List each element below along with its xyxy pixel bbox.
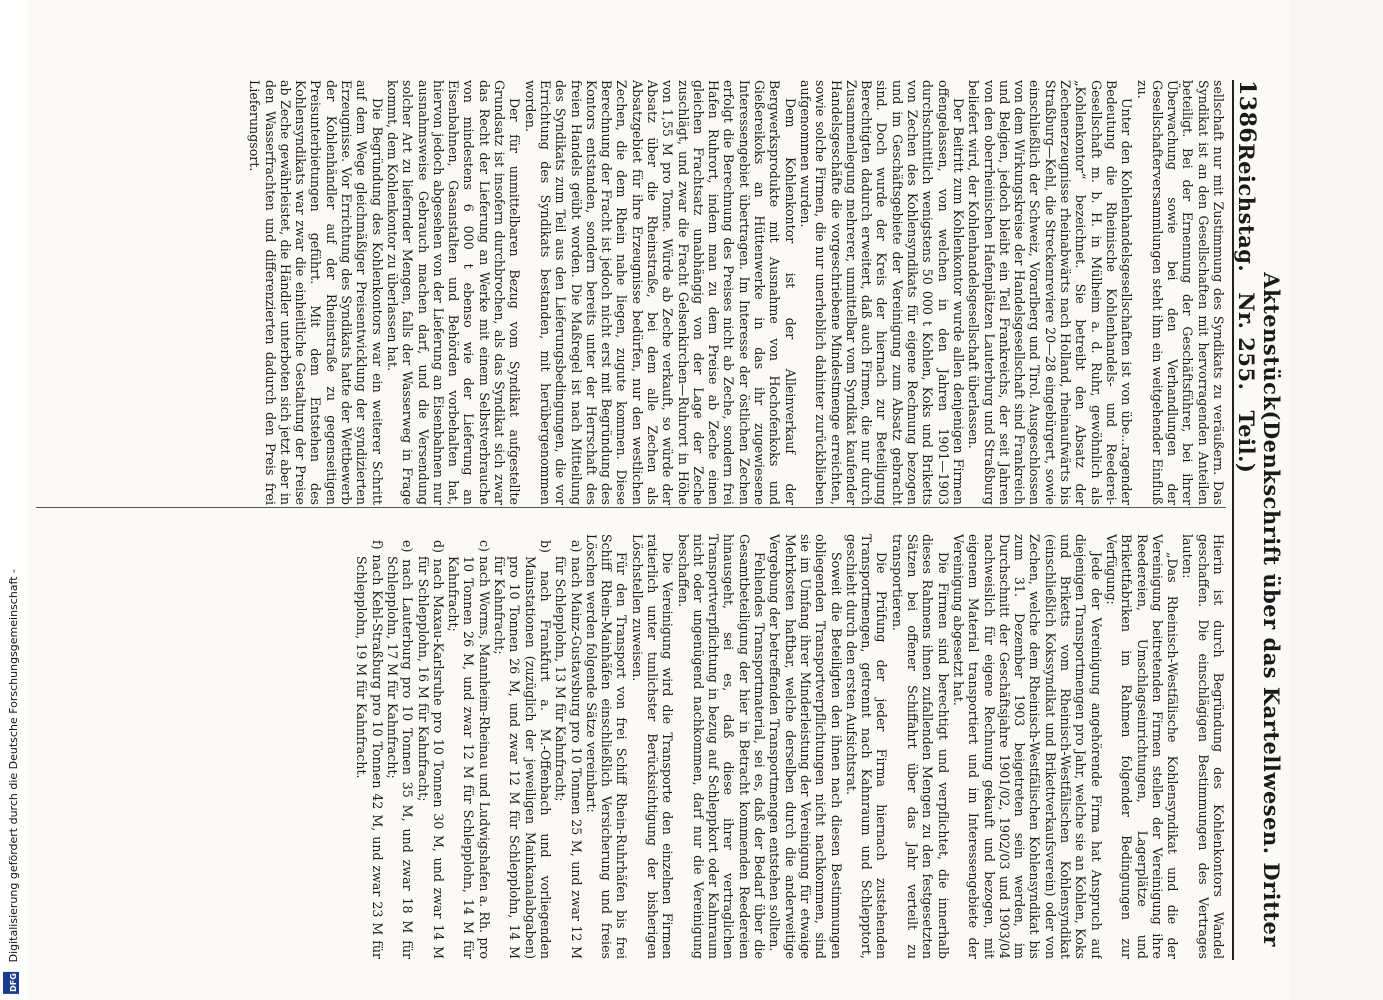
digitization-credit-strip [0, 0, 28, 1000]
rate-list-item: c) nach Worms, Mannheim-Rheinau und Ludwigshafen a. Rh. pro 10 Tonnen 26 M, und zwar 12 M für Schlepplohn, 14 M für Kahnfracht; [446, 540, 492, 959]
digitization-credit [3, 569, 20, 994]
header-subtitle: (Denkschrift über das Kartellwesen. Dritter Teil.) [1234, 410, 1284, 947]
dfg-logo-icon: DFG [3, 972, 19, 994]
page-header [1232, 80, 1284, 960]
right-paragraph: Jede der Vereinigung angehörende Firma hat Anspruch auf diejenigen Transportmengen pro Jahr, welche sie an Kohlen, Koks und Briketts vom Rheinisch-Westfälischen Kohlensyndikat (einschließlich Kokssyndikat und Brikettverkaufsverein) oder von Zechen, welche dem Rheinisch-Westfälischen Kohlensyndikat bis zum 31. Dezember 1903 beigetreten sein werden, im Durchschnitt der Geschäftsjahre 1901/02, 1902/03 und 1903/04 nachweislich für eigene Rechnung gekauft und bezogen, mit eigenem Material transportiert und im Interessengebiete der Vereinigung abgesetzt hat. [950, 534, 1104, 959]
left-paragraph: sellschaft nur mit Zustimmung des Syndikats zu veräußern. Das Syndikat ist an den Gesellschaften mit hervorragenden Anteilen beteiligt. Bei der Ernennung der Geschäftsführer, bei ihrer Überwachung sowie bei den Verhandlungen der Gesellschafterversammlungen steht ihm ein weitgehender Einfluß zu. [1134, 80, 1226, 505]
left-paragraph: Der Beitritt zum Kohlenkontor wurde allen denjenigen Firmen offengelassen, von welchen in den Jahren 1901—1903 durchschnittlich wenigstens 50 000 t Kohlen, Koks und Briketts von Zechen des Kohlensyndikats für eigene Rechnung bezogen und im Geschäftsgebiete der Vereinigung zum Absatz gebracht sind. Doch wurde der Kreis der hiernach zur Beteiligung Berechtigten dadurch erweitert, daß auch Firmen, die nur durch Zusammenlegung mehrerer, unmittelbar vom Syndikat kaufender Handelsgeschäfte die vorgeschriebene Mindestmenge erreichten, sowie solche Firmen, die nur unerheblich dahinter zurückblieben aufgenommen wurden. [797, 80, 966, 505]
rate-list-item: f) nach Kehl-Straßburg pro 10 Tonnen 42 M, und zwar 23 M für Schlepplohn, 19 M für Kahnfracht. [354, 540, 385, 959]
right-paragraph: Soweit die Beteiligten den ihnen nach diesen Bestimmungen obliegenden Transportverpflichtungen nicht nachkommen, sind sie im Umfang ihrer Minderleistung der Vereinigung für etwaige Mehrkosten haftbar, welche derselben durch die anderweitige Vergebung der betreffenden Transportmengen entstehen sollten. [767, 534, 844, 959]
column-divider [36, 507, 1226, 508]
right-text-column [31, 534, 1226, 959]
rate-list-item: d) nach Maxau-Karlsruhe pro 10 Tonnen 30 M, und zwar 14 M für Schlepplohn, 16 M für Kahnfracht; [415, 540, 446, 959]
right-paragraph: Fehlendes Transportmaterial, sei es, daß der Bedarf über die Gesamtbeteiligung der hier in Betracht kommenden Reedereien hinausgeht, sei es, daß diese ihrer vertraglichen Transportverpflichtung in bezug auf Schleppkort oder Kahnraum nicht oder ungenügend nachkommen, darf nur die Vereinigung beschaffen. [675, 534, 768, 959]
right-paragraph: Die Firmen sind berechtigt und verpflichtet, die innerhalb dieses Rahmens ihnen zufallenden Mengen zu den festgesetzten Sätzen bei offener Schiffahrt über das Jahr verteilt zu transportieren. [889, 534, 951, 959]
right-paragraph: Für den Transport von frei Schiff Rhein-Ruhrhäfen bis frei Schiff Rhein-Mainhäfen einschließlich Versicherung und freies Löschen werden folgende Sätze vereinbart: [583, 534, 630, 959]
right-paragraph: Die Prüfung der jeder Firma hiernach zustehenden Transportmengen, getrennt nach Kahnraum und Schlepptort, geschieht durch den ersten Aufsichtsrat. [843, 534, 890, 959]
page-number: 1386 [1234, 80, 1260, 144]
rate-list-item: a) nach Mainz-Gustavsburg pro 10 Tonnen 25 M, und zwar 12 M für Schlepplohn, 13 M für Kahnfracht; [553, 540, 584, 959]
credit-text: Digitalisierung gefördert durch die Deutsche Forschungsgemeinschaft - [7, 569, 20, 963]
right-paragraph: Die Vereinigung wird die Transporte den einzelnen Firmen ratierlich unter tunlichster Berücksichtigung der bisherigen Löschstellen zuweisen. [629, 534, 676, 959]
left-paragraph: Unter den Kohlenhandelsgesellschaften ist von übe...ragender Bedeutung die Rheinische Kohlenhandels- und Reederei-Gesellschaft m. b. H. in Mülheim a. d. Ruhr, gewöhnlich als „Kohlenkontor“ bezeichnet. Sie betreibt den Absatz der Zechenerzeugnisse rheinabwärts nach Holland, rheinaufwärts bis Straßburg—Kehl, die Streckenreviere 20—28 eingebürgert, sowie einschließlich der Schweiz, Vorarlberg und Tirol. Ausgeschlossen von dem Wirkungskreise der Handelsgesellschaft sind Frankreich und Belgien, jedoch bleibt ein Teil Frankreichs, der seit Jahren von den oberrheinischen Hafenplätzen Lauterburg und Straßburg beliefert wird, der Kohlenhandelsgesellschaft überlassen. [966, 80, 1135, 505]
header-section: Reichstag. [1234, 143, 1259, 273]
rate-list-item: e) nach Lauterburg pro 10 Tonnen 35 M, und zwar 18 M für Schlepplohn, 17 M für Kahnfracht; [384, 540, 416, 959]
left-paragraph: Der für unmittelbaren Bezug vom Syndikat aufgestellte Grundsatz ist insofern durchbrochen, als das Syndikat sich zwar das Recht der Lieferung an Werke mit einem Selbstverbrauche von mindestens 6 000 t ebenso wie der Lieferung an Eisenbahnen, Gasanstalten und Behörden vorbehalten hat, hiervon jedoch abgesehen von der Lieferung an Eisenbahnen nur ausnahmsweise Gebrauch machen darf, und die Versendung solcher Art zu liefernder Mengen, falls der Wasserweg in Frage kommt, dem Kohlenkontor zu überlassen hat. [384, 80, 523, 505]
rate-list-item: b) nach Frankfurt a. M.-Offenbach und vorliegenden Mainstationen (zuzüglich der jeweiligen Mainkanalabgaben) pro 10 Tonnen 26 M, und zwar 12 M für Schlepplohn, 14 M für Kahnfracht; [492, 540, 553, 959]
left-paragraph: Dem Kohlenkontor ist der Alleinverkauf der Bergwerksprodukte mit Ausnahme von Hochofenkoks und Gießereikoks an Hüttenwerke in das ihr zugewiesene Interessengebiet übertragen. Im Interesse der östlichen Zechen erfolgt die Berechnung des Preises nicht ab Zeche, sondern frei Hafen Ruhrort, indem man zu dem Preise ab Zeche einen gleichen Frachtsatz unabhängig von der Lage der Zeche zuschlägt, und zwar die Fracht Gelsenkirchen—Ruhrort in Höhe von 1,55 M pro Tonne. Würde ab Zeche verkauft, so würde der Absatz über die Rheinstraße, bei dem alle Zechen als Absatzgebiet für ihre Erzeugnisse bedürfen, nur den westlichen Zechen, die dem Rhein nahe liegen, zugute kommen. Diese Berechnung der Fracht ist jedoch nicht erst mit Begründung des Kontors entstanden, sondern bereits unter der Herrschaft des freien Handels geübt worden. Die Maßregel ist nach Mitteilung des Syndikats zum Teil aus den Lieferungsbedingungen, die vor Errichtung des Syndikats bestanden, mit herübergenommen worden. [522, 80, 798, 505]
left-text-column [31, 80, 1226, 505]
right-paragraph: „Das Rheinisch-Westfälische Kohlensyndikat und die der Vereinigung beitretenden Firmen stellen der Vereinigung ihre Reedereien, Umschlagseinrichtungen, Lagerplätze und Brikettfabriken im Rahmen folgender Bedingungen zur Verfügung: [1103, 534, 1181, 959]
left-paragraph: Die Begründung des Kohlenkontors war ein weiterer Schritt auf dem Wege gleichmäßiger Preisentwicklung der syndizierten Erzeugnisse. Vor Errichtung des Syndikats hatte der Wettbewerb der Kohlenhändler auf der Rheinstraße zu gegenseitigen Preisunterbietungen geführt. Mit dem Entstehen des Kohlensyndikats war zwar die einheitliche Gestaltung der Preise ab Zeche gewährleistet, die Händler unterboten sich jetzt aber in den Wasserfrachten und differenzierten dadurch den Preis frei Lieferungsort. [247, 80, 385, 505]
header-document: Aktenstück Nr. 255. [1234, 272, 1284, 411]
right-intro: Hierin ist durch Begründung des Kohlenkontors Wandel geschaffen. Die einschlägigen Bestimmungen des Vertrages lauten: [1180, 534, 1226, 959]
